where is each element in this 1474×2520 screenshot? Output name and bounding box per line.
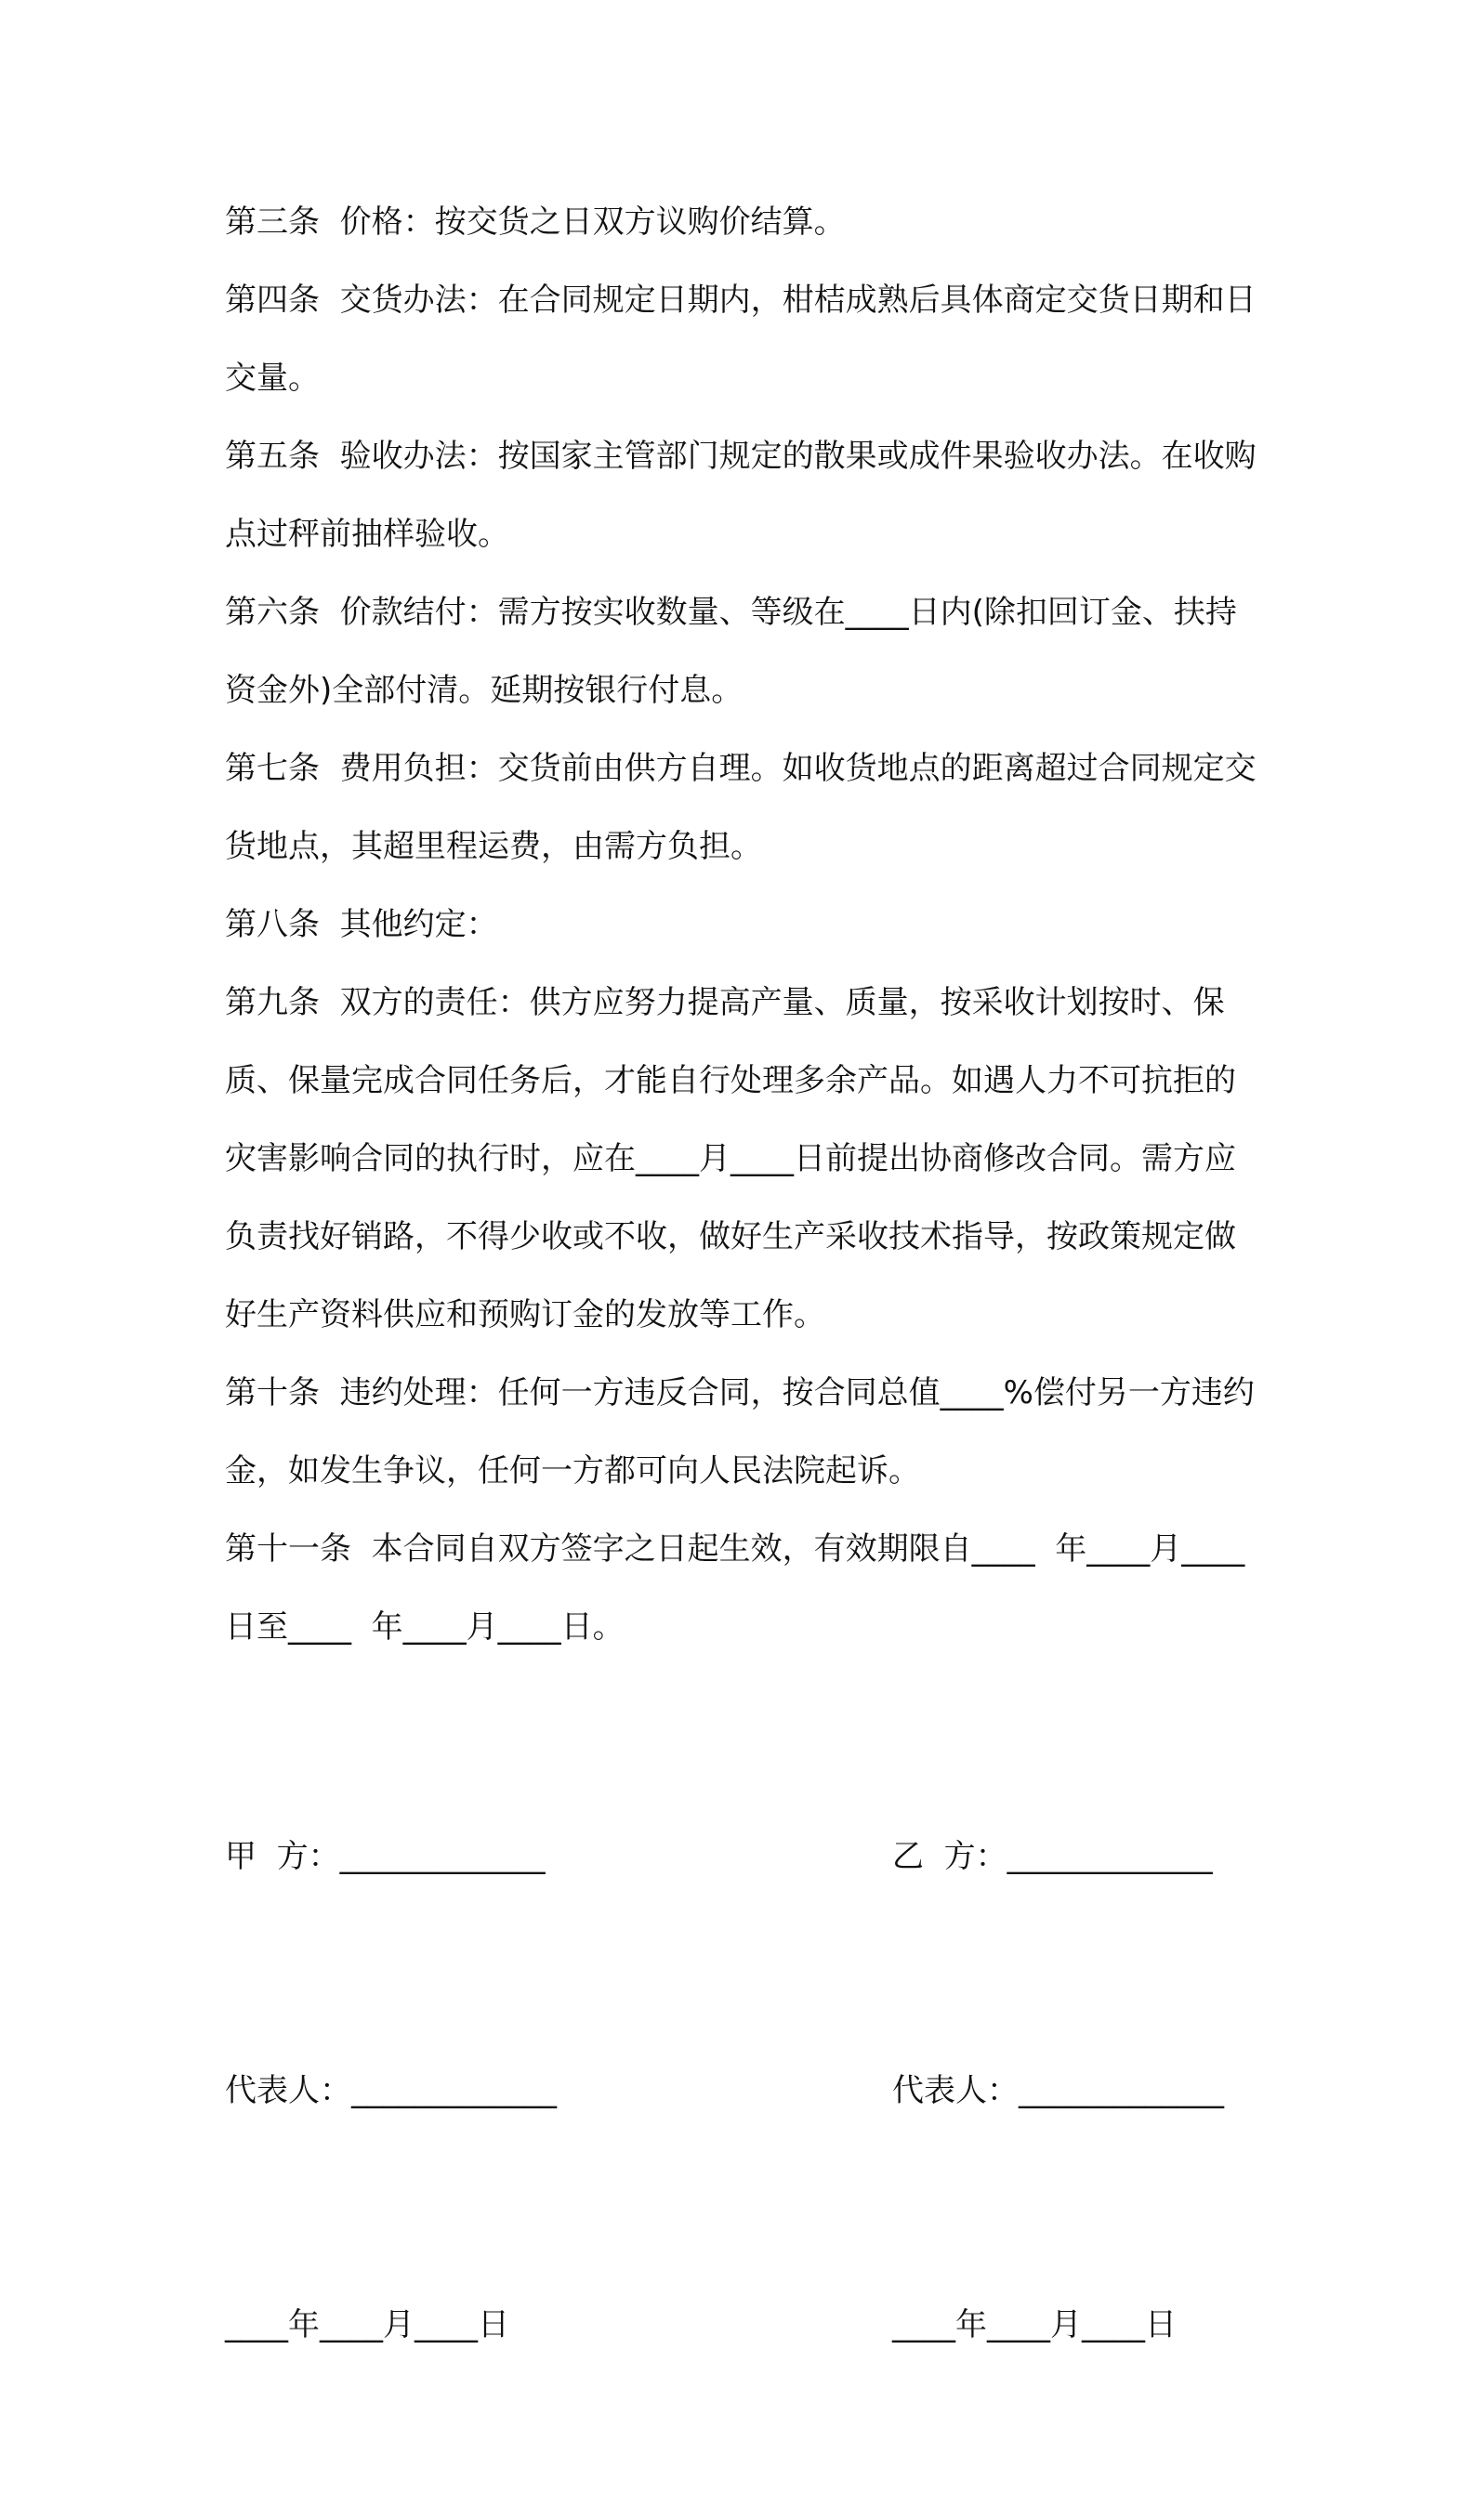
clause-7: 第七条 费用负担：交货前由供方自理。如收货地点的距离超过合同规定交货地点，其超里程运费，由需方负担。 — [225, 750, 1257, 865]
clause-3: 第三条 价格：按交货之日双方议购价结算。 — [225, 203, 846, 241]
clause-4: 第四条 交货办法：在合同规定日期内，柑桔成熟后具体商定交货日期和日交量。 — [225, 282, 1257, 397]
party-b-date: ____年____月____日 — [892, 2306, 1177, 2343]
party-a-signature-block — [225, 1661, 557, 2520]
clause-9: 第九条 双方的责任：供方应努力提高产量、质量，按采收计划按时、保质、保量完成合同任务后，才能自行处理多余产品。如遇人力不可抗拒的灾害影响合同的执行时，应在____月____日前提出协商修改合同。需方应负责找好销路，不得少收或不收，做好生产采收技术指导，按政策规定做好生产资料供应和预购订金的发放等工作。 — [225, 984, 1236, 1333]
party-b-label: 乙 方：_____________ — [892, 1838, 1213, 1875]
clause-8: 第八条 其他约定： — [225, 906, 498, 943]
contract-body — [225, 183, 1266, 1666]
party-a-label: 甲 方：_____________ — [225, 1838, 546, 1875]
clause-5: 第五条 验收办法：按国家主管部门规定的散果或成件果验收办法。在收购点过秤前抽样验收。 — [225, 438, 1257, 553]
party-a-representative: 代表人：_____________ — [225, 2072, 557, 2109]
party-a-date: ____年____月____日 — [225, 2306, 509, 2343]
party-b-signature-block — [892, 1661, 1224, 2520]
party-b-representative: 代表人：_____________ — [892, 2072, 1224, 2109]
clause-6: 第六条 价款结付：需方按实收数量、等级在____日内(除扣回订金、扶持资金外)全部付清。延期按银行付息。 — [225, 594, 1237, 709]
clause-11: 第十一条 本合同自双方签字之日起生效，有效期限自____ 年____月____日至____ 年____月____日。 — [225, 1530, 1245, 1646]
clause-10: 第十条 违约处理：任何一方违反合同，按合同总值____%偿付另一方违约金，如发生争议，任何一方都可向人民法院起诉。 — [225, 1374, 1255, 1490]
